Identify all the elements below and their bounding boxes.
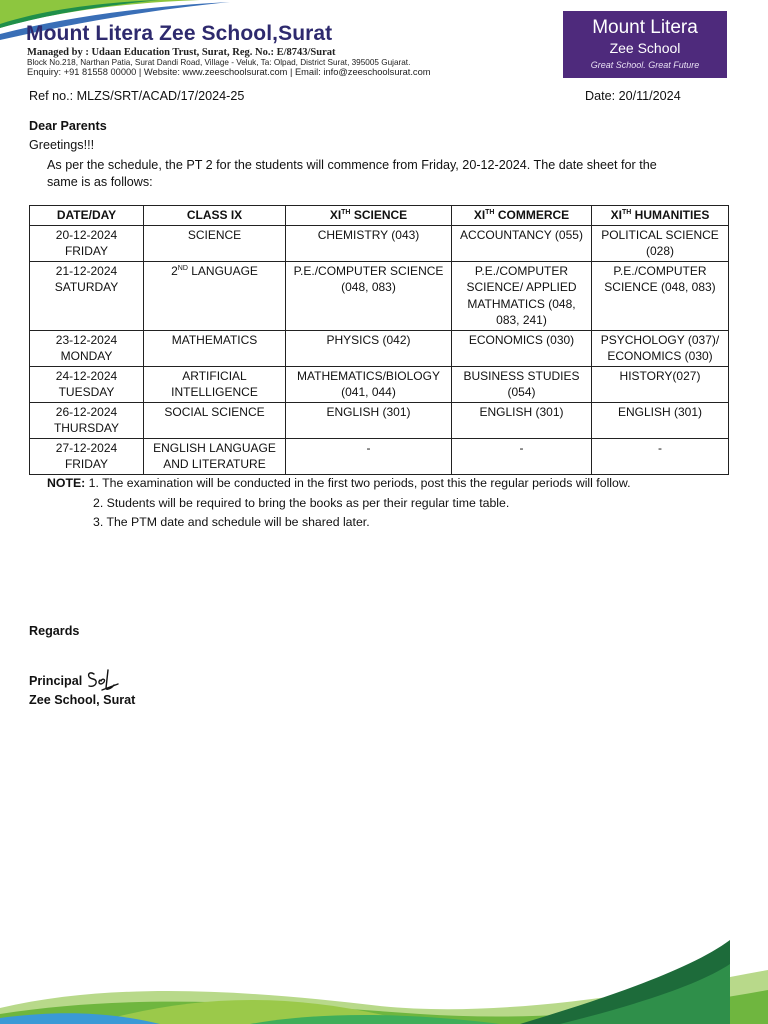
cell-date: 26-12-2024	[55, 404, 118, 419]
col-header-xi-science	[286, 206, 452, 226]
principal-title: Principal	[29, 674, 83, 688]
salutation: Dear Parents	[29, 119, 107, 133]
cell-class-ix: ARTIFICIAL INTELLIGENCE	[144, 366, 286, 402]
cell-humanities: ENGLISH (301)	[592, 402, 729, 438]
table-header-row	[30, 206, 729, 226]
col-header-date-day: DATE/DAY	[30, 206, 144, 226]
note-item-3: 3. The PTM date and schedule will be shared later.	[93, 515, 370, 529]
note-item-1	[47, 474, 630, 494]
notes-section	[47, 474, 630, 533]
greeting: Greetings!!!	[29, 138, 95, 152]
cell-date-day	[30, 330, 144, 366]
cell-class-ix-text: LANGUAGE	[187, 263, 258, 278]
cell-science: P.E./COMPUTER SCIENCE (048, 083)	[286, 261, 452, 330]
date-sheet-table	[29, 205, 729, 475]
cell-science: MATHEMATICS/BIOLOGY (041, 044)	[286, 366, 452, 402]
xi-text: XI	[610, 208, 622, 222]
cell-science: CHEMISTRY (043)	[286, 225, 452, 261]
logo-line2: Zee School	[609, 40, 681, 56]
note-label: NOTE:	[47, 476, 86, 490]
cell-date: 21-12-2024	[55, 263, 118, 278]
cell-humanities: -	[592, 438, 729, 474]
th-superscript: TH	[622, 209, 632, 216]
managed-by: Managed by : Udaan Education Trust, Surat, Reg. No.: E/8743/Surat	[27, 47, 336, 58]
table-row	[30, 261, 729, 330]
xi-text: XI	[329, 208, 342, 222]
th-superscript: TH	[341, 209, 351, 216]
cell-science: -	[286, 438, 452, 474]
principal-signature	[84, 666, 124, 694]
cell-commerce: P.E./COMPUTER SCIENCE/ APPLIED MATHMATICS (048, 083, 241)	[452, 261, 592, 330]
cell-humanities: P.E./COMPUTER SCIENCE (048, 083)	[592, 261, 729, 330]
cell-date: 23-12-2024	[55, 332, 118, 347]
intro-paragraph: As per the schedule, the PT 2 for the students will commence from Friday, 20-12-2024. The date sheet for the same is as follows:	[47, 158, 657, 189]
signature-school: Zee School, Surat	[29, 693, 136, 707]
letterhead	[0, 0, 768, 90]
note-text-1: 1. The examination will be conducted in the first two periods, post this the regular periods will follow.	[85, 476, 631, 490]
table-row	[30, 366, 729, 402]
cell-commerce: ENGLISH (301)	[452, 402, 592, 438]
cell-date: 20-12-2024	[55, 227, 118, 242]
school-address: Block No.218, Narthan Patia, Surat Dandi Road, Village - Veluk, Ta: Olpad, District Surat, 395005 Gujarat.	[27, 58, 411, 67]
cell-date: 24-12-2024	[55, 368, 118, 383]
school-contact: Enquiry: +91 81558 00000 | Website: www.zeeschoolsurat.com | Email: info@zeeschoolsurat.com	[27, 67, 431, 77]
cell-class-ix: MATHEMATICS	[144, 330, 286, 366]
cell-day: FRIDAY	[64, 457, 109, 471]
cell-science: PHYSICS (042)	[286, 330, 452, 366]
school-name: Mount Litera Zee School,Surat	[26, 22, 333, 45]
th-superscript: TH	[485, 209, 495, 216]
col-header-class-ix: CLASS IX	[144, 206, 286, 226]
cell-day: MONDAY	[60, 349, 113, 363]
table-row	[30, 330, 729, 366]
closing-regards: Regards	[29, 624, 80, 638]
table-row	[30, 402, 729, 438]
cell-humanities: POLITICAL SCIENCE (028)	[592, 225, 729, 261]
cell-day: TUESDAY	[58, 385, 115, 399]
cell-humanities: PSYCHOLOGY (037)/ ECONOMICS (030)	[592, 330, 729, 366]
cell-class-ix: SCIENCE	[144, 225, 286, 261]
cell-date-day	[30, 366, 144, 402]
logo-line1: Mount Litera	[592, 17, 698, 38]
col-header-xi-humanities	[592, 206, 729, 226]
cell-day: THURSDAY	[53, 421, 120, 435]
cell-day: FRIDAY	[64, 244, 109, 258]
cell-class-ix-num: 2	[171, 263, 178, 278]
cell-class-ix: SOCIAL SCIENCE	[144, 402, 286, 438]
cell-date: 27-12-2024	[55, 440, 118, 455]
commerce-text: COMMERCE	[494, 208, 570, 222]
cell-date-day	[30, 225, 144, 261]
science-text: SCIENCE	[350, 208, 408, 222]
cell-commerce: ACCOUNTANCY (055)	[452, 225, 592, 261]
col-header-xi-commerce	[452, 206, 592, 226]
cell-class-ix	[144, 261, 286, 330]
logo-tagline: Great School. Great Future	[590, 60, 700, 70]
reference-number: Ref no.: MLZS/SRT/ACAD/17/2024-25	[29, 89, 245, 103]
table-row	[30, 225, 729, 261]
cell-date-day	[30, 438, 144, 474]
letter-date: Date: 20/11/2024	[585, 89, 681, 103]
footer-wave-graphic	[0, 930, 768, 1024]
xi-text: XI	[473, 208, 486, 222]
cell-date-day	[30, 261, 144, 330]
cell-day: SATURDAY	[54, 280, 119, 294]
school-logo	[563, 11, 727, 78]
note-item-2: 2. Students will be required to bring the books as per their regular time table.	[93, 495, 510, 510]
cell-commerce: BUSINESS STUDIES (054)	[452, 366, 592, 402]
cell-date-day	[30, 402, 144, 438]
cell-commerce: ECONOMICS (030)	[452, 330, 592, 366]
humanities-text: HUMANITIES	[631, 208, 710, 222]
nd-superscript: ND	[177, 264, 188, 272]
table-row	[30, 438, 729, 474]
cell-science: ENGLISH (301)	[286, 402, 452, 438]
cell-class-ix: ENGLISH LANGUAGE AND LITERATURE	[144, 438, 286, 474]
cell-commerce: -	[452, 438, 592, 474]
cell-humanities: HISTORY(027)	[592, 366, 729, 402]
